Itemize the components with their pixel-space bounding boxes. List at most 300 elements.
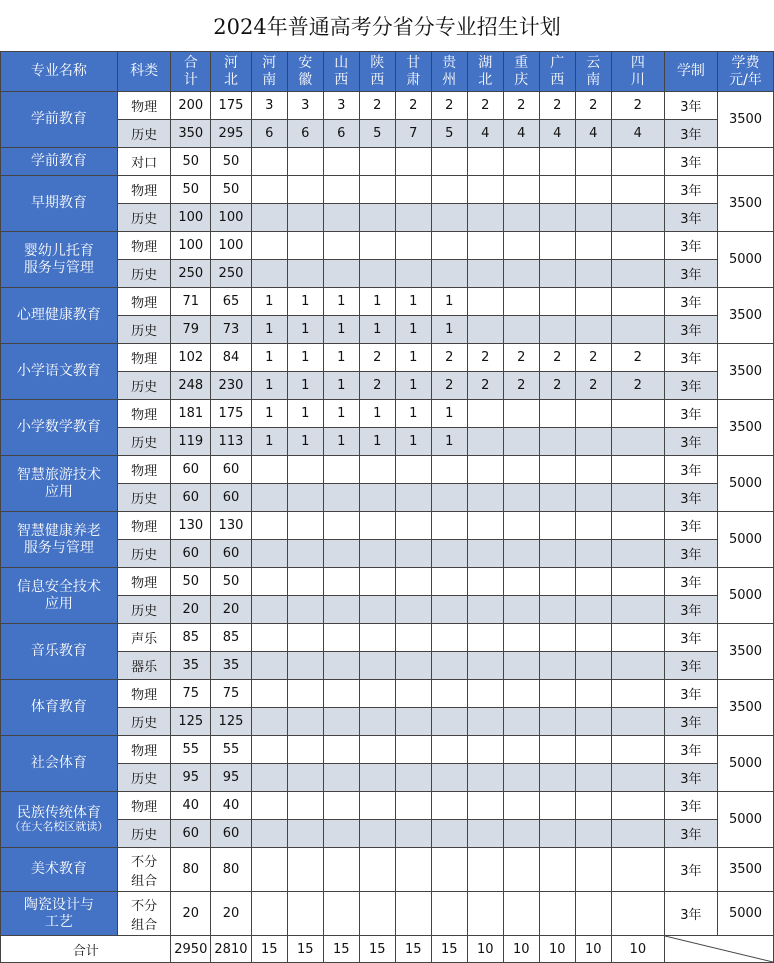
major-name: [1, 344, 118, 400]
count-cell: [395, 204, 431, 232]
table-row: [1, 148, 774, 176]
count-cell: [251, 456, 287, 484]
count-cell: [467, 764, 503, 792]
count-cell: [431, 512, 467, 540]
header-province: [251, 52, 287, 92]
subject-cell: [117, 540, 171, 568]
major-name-text: 应用: [44, 595, 73, 612]
fee-cell: 3500: [718, 624, 774, 680]
totals-value: 10: [503, 936, 539, 963]
count-cell: [611, 428, 664, 456]
count-cell: [467, 288, 503, 316]
count-cell: [503, 400, 539, 428]
subject-cell: [117, 92, 171, 120]
count-cell: [251, 232, 287, 260]
table-row: [1, 316, 774, 344]
count-cell: [323, 820, 359, 848]
subject-text: 不分: [131, 854, 158, 870]
count-cell: 2: [539, 92, 575, 120]
count-cell: [251, 540, 287, 568]
duration-cell: 3年: [664, 92, 717, 120]
count-cell: 113: [211, 428, 252, 456]
count-cell: [251, 260, 287, 288]
count-cell: [503, 260, 539, 288]
count-cell: [539, 736, 575, 764]
count-cell: [251, 820, 287, 848]
major-name: [1, 512, 118, 568]
count-cell: [539, 512, 575, 540]
header-province-text: 西: [550, 71, 565, 88]
subject-text: 物理: [131, 184, 158, 199]
totals-value: 15: [359, 936, 395, 963]
count-cell: [539, 400, 575, 428]
count-cell: 2: [467, 344, 503, 372]
totals-value: 10: [539, 936, 575, 963]
count-cell: 60: [211, 820, 252, 848]
count-cell: 60: [171, 820, 211, 848]
subject-text: 历史: [131, 492, 158, 507]
count-cell: 2: [575, 92, 611, 120]
subject-text: 物理: [131, 100, 158, 115]
count-cell: 20: [171, 892, 211, 936]
count-cell: 2: [503, 92, 539, 120]
subject-cell: [117, 176, 171, 204]
count-cell: 1: [323, 344, 359, 372]
header-province-text: 安: [298, 55, 313, 72]
count-cell: [575, 484, 611, 512]
count-cell: [431, 848, 467, 892]
count-cell: [395, 232, 431, 260]
fee-cell: 3500: [718, 288, 774, 344]
count-cell: 1: [323, 316, 359, 344]
count-cell: [431, 680, 467, 708]
count-cell: [503, 820, 539, 848]
duration-cell: 3年: [664, 792, 717, 820]
header-province-text: 河: [223, 55, 238, 72]
count-cell: [323, 540, 359, 568]
duration-cell: 3年: [664, 484, 717, 512]
count-cell: [539, 820, 575, 848]
count-cell: 7: [395, 120, 431, 148]
count-cell: [395, 568, 431, 596]
count-cell: [359, 568, 395, 596]
count-cell: [431, 652, 467, 680]
count-cell: [575, 204, 611, 232]
count-cell: 1: [323, 400, 359, 428]
major-name: [1, 148, 118, 176]
count-cell: [359, 260, 395, 288]
count-cell: [539, 484, 575, 512]
count-cell: [251, 568, 287, 596]
diagonal-line: [665, 936, 773, 962]
subject-cell: [117, 652, 171, 680]
count-cell: [611, 820, 664, 848]
count-cell: 100: [211, 232, 252, 260]
count-cell: [395, 596, 431, 624]
count-cell: 20: [171, 596, 211, 624]
count-cell: [395, 540, 431, 568]
count-cell: [575, 708, 611, 736]
count-cell: [323, 736, 359, 764]
fee-cell: 5000: [718, 512, 774, 568]
major-name-text: 婴幼儿托育: [23, 243, 94, 260]
header-province: [611, 52, 664, 92]
count-cell: [539, 892, 575, 936]
count-cell: [287, 792, 323, 820]
major-name-text: 信息安全技术: [16, 579, 101, 596]
count-cell: [359, 232, 395, 260]
count-cell: [539, 792, 575, 820]
duration-cell: 3年: [664, 456, 717, 484]
count-cell: [503, 288, 539, 316]
count-cell: [395, 176, 431, 204]
count-cell: [287, 596, 323, 624]
subject-text: 声乐: [131, 632, 158, 647]
count-cell: 50: [171, 176, 211, 204]
subject-text: 历史: [131, 716, 158, 731]
count-cell: [611, 512, 664, 540]
count-cell: [323, 484, 359, 512]
count-cell: [575, 848, 611, 892]
count-cell: [323, 176, 359, 204]
count-cell: [539, 148, 575, 176]
count-cell: [575, 764, 611, 792]
count-cell: 20: [211, 892, 252, 936]
count-cell: [503, 148, 539, 176]
count-cell: [539, 764, 575, 792]
count-cell: 85: [211, 624, 252, 652]
count-cell: [467, 316, 503, 344]
major-name-text: 民族传统体育: [16, 805, 101, 822]
header-fee-text: 学费: [731, 55, 760, 72]
major-name-text: 服务与管理: [23, 259, 94, 276]
count-cell: 295: [211, 120, 252, 148]
table-row: [1, 204, 774, 232]
count-cell: 1: [323, 288, 359, 316]
header-province: [467, 52, 503, 92]
count-cell: 35: [171, 652, 211, 680]
fee-cell: 3500: [718, 400, 774, 456]
count-cell: 1: [251, 344, 287, 372]
duration-cell: 3年: [664, 232, 717, 260]
duration-cell: 3年: [664, 848, 717, 892]
fee-cell: 5000: [718, 456, 774, 512]
count-cell: 119: [171, 428, 211, 456]
table-row: [1, 680, 774, 708]
count-cell: [467, 652, 503, 680]
count-cell: [467, 892, 503, 936]
count-cell: [467, 596, 503, 624]
subject-cell: [117, 764, 171, 792]
count-cell: [287, 512, 323, 540]
count-cell: 4: [611, 120, 664, 148]
major-name: [1, 232, 118, 288]
count-cell: 2: [503, 344, 539, 372]
count-cell: [359, 176, 395, 204]
header-province-text: 北: [223, 71, 238, 88]
count-cell: [611, 652, 664, 680]
count-cell: [611, 792, 664, 820]
count-cell: [575, 260, 611, 288]
subject-cell: [117, 428, 171, 456]
count-cell: [251, 652, 287, 680]
count-cell: [467, 624, 503, 652]
totals-value: 10: [575, 936, 611, 963]
count-cell: [251, 624, 287, 652]
header-province-text: 北: [478, 71, 493, 88]
count-cell: [287, 568, 323, 596]
count-cell: [395, 512, 431, 540]
duration-cell: 3年: [664, 344, 717, 372]
count-cell: [503, 892, 539, 936]
count-cell: [611, 484, 664, 512]
duration-cell: 3年: [664, 148, 717, 176]
count-cell: [431, 176, 467, 204]
count-cell: 1: [251, 428, 287, 456]
header-duration: 学制: [664, 52, 717, 92]
header-total-text: 计: [183, 71, 198, 88]
subject-cell: [117, 372, 171, 400]
subject-cell: [117, 892, 171, 936]
count-cell: 2: [431, 344, 467, 372]
table-row: [1, 372, 774, 400]
subject-cell: [117, 232, 171, 260]
major-name: [1, 736, 118, 792]
count-cell: [503, 624, 539, 652]
fee-cell: [718, 148, 774, 176]
count-cell: 102: [171, 344, 211, 372]
count-cell: [287, 484, 323, 512]
header-fee-text: 元/年: [729, 71, 762, 88]
count-cell: 1: [395, 400, 431, 428]
subject-cell: [117, 708, 171, 736]
count-cell: [395, 892, 431, 936]
count-cell: [359, 540, 395, 568]
count-cell: [251, 148, 287, 176]
count-cell: [539, 680, 575, 708]
subject-text: 物理: [131, 464, 158, 479]
count-cell: [431, 456, 467, 484]
count-cell: 55: [171, 736, 211, 764]
major-name-note: （在大名校区就读）: [9, 820, 109, 834]
fee-cell: 3500: [718, 92, 774, 148]
count-cell: [611, 736, 664, 764]
count-cell: [359, 764, 395, 792]
count-cell: [539, 596, 575, 624]
totals-label: 合计: [1, 936, 171, 963]
count-cell: 2: [431, 372, 467, 400]
count-cell: [503, 736, 539, 764]
count-cell: 250: [211, 260, 252, 288]
count-cell: [395, 456, 431, 484]
count-cell: 181: [171, 400, 211, 428]
count-cell: [611, 288, 664, 316]
count-cell: [575, 176, 611, 204]
fee-cell: 5000: [718, 568, 774, 624]
table-row: [1, 736, 774, 764]
count-cell: 35: [211, 652, 252, 680]
count-cell: [287, 176, 323, 204]
count-cell: [359, 484, 395, 512]
count-cell: [323, 568, 359, 596]
count-cell: 1: [359, 288, 395, 316]
subject-text: 历史: [131, 548, 158, 563]
header-province-text: 山: [334, 55, 349, 72]
count-cell: [251, 204, 287, 232]
count-cell: [287, 848, 323, 892]
count-cell: [575, 624, 611, 652]
duration-cell: 3年: [664, 596, 717, 624]
subject-cell: [117, 596, 171, 624]
table-row: [1, 176, 774, 204]
count-cell: [503, 316, 539, 344]
count-cell: [467, 260, 503, 288]
duration-cell: 3年: [664, 736, 717, 764]
count-cell: 1: [251, 400, 287, 428]
count-cell: [395, 680, 431, 708]
fee-cell: 5000: [718, 792, 774, 848]
count-cell: [359, 148, 395, 176]
count-cell: [539, 708, 575, 736]
major-name: [1, 456, 118, 512]
count-cell: [287, 680, 323, 708]
count-cell: 130: [211, 512, 252, 540]
count-cell: 2: [575, 372, 611, 400]
count-cell: [359, 708, 395, 736]
table-row: [1, 652, 774, 680]
header-province-text: 南: [586, 71, 601, 88]
count-cell: [287, 148, 323, 176]
count-cell: [611, 680, 664, 708]
count-cell: [611, 708, 664, 736]
count-cell: [323, 596, 359, 624]
fee-cell: 3500: [718, 176, 774, 232]
subject-text: 物理: [131, 520, 158, 535]
count-cell: [503, 708, 539, 736]
count-cell: [575, 512, 611, 540]
page-title: 2024年普通高考分省分专业招生计划: [213, 14, 561, 39]
count-cell: [539, 652, 575, 680]
duration-cell: 3年: [664, 120, 717, 148]
count-cell: 5: [431, 120, 467, 148]
subject-text: 历史: [131, 772, 158, 787]
count-cell: 125: [171, 708, 211, 736]
header-province-text: 云: [586, 55, 601, 72]
count-cell: [467, 680, 503, 708]
count-cell: 2: [467, 372, 503, 400]
major-name: [1, 176, 118, 232]
count-cell: [287, 260, 323, 288]
count-cell: 5: [359, 120, 395, 148]
count-cell: [503, 680, 539, 708]
count-cell: [431, 232, 467, 260]
duration-cell: 3年: [664, 652, 717, 680]
count-cell: [575, 288, 611, 316]
count-cell: 60: [171, 484, 211, 512]
subject-text: 历史: [131, 268, 158, 283]
header-province-text: 肃: [406, 71, 421, 88]
subject-text: 器乐: [131, 660, 158, 675]
count-cell: [323, 652, 359, 680]
count-cell: [287, 652, 323, 680]
count-cell: [395, 848, 431, 892]
header-province: [287, 52, 323, 92]
count-cell: [287, 540, 323, 568]
totals-row: [1, 936, 774, 963]
subject-cell: [117, 680, 171, 708]
count-cell: 248: [171, 372, 211, 400]
count-cell: [251, 680, 287, 708]
count-cell: [359, 456, 395, 484]
count-cell: [611, 400, 664, 428]
count-cell: [503, 428, 539, 456]
table-row: [1, 820, 774, 848]
count-cell: 200: [171, 92, 211, 120]
subject-cell: [117, 484, 171, 512]
count-cell: 60: [171, 456, 211, 484]
count-cell: [611, 456, 664, 484]
count-cell: [575, 820, 611, 848]
subject-cell: [117, 848, 171, 892]
count-cell: [323, 892, 359, 936]
table-row: [1, 428, 774, 456]
count-cell: 75: [171, 680, 211, 708]
count-cell: [611, 848, 664, 892]
table-row: [1, 344, 774, 372]
subject-cell: [117, 792, 171, 820]
count-cell: 20: [211, 596, 252, 624]
count-cell: [611, 624, 664, 652]
count-cell: 1: [323, 428, 359, 456]
count-cell: 1: [431, 428, 467, 456]
count-cell: 50: [211, 568, 252, 596]
table-row: [1, 288, 774, 316]
duration-cell: 3年: [664, 428, 717, 456]
header-province: [211, 52, 252, 92]
count-cell: 1: [287, 288, 323, 316]
table-row: [1, 848, 774, 892]
totals-value: 15: [395, 936, 431, 963]
fee-cell: 5000: [718, 736, 774, 792]
count-cell: [467, 204, 503, 232]
count-cell: [431, 596, 467, 624]
count-cell: 4: [467, 120, 503, 148]
count-cell: 1: [287, 372, 323, 400]
count-cell: [431, 708, 467, 736]
count-cell: 1: [431, 400, 467, 428]
subject-cell: [117, 624, 171, 652]
header-province: [359, 52, 395, 92]
count-cell: [431, 568, 467, 596]
count-cell: [503, 540, 539, 568]
count-cell: [359, 820, 395, 848]
totals-value: 15: [251, 936, 287, 963]
count-cell: 2: [503, 372, 539, 400]
count-cell: [431, 764, 467, 792]
header-province-text: 四: [630, 55, 645, 72]
count-cell: [251, 596, 287, 624]
count-cell: [431, 736, 467, 764]
count-cell: 6: [323, 120, 359, 148]
count-cell: 1: [359, 428, 395, 456]
table-row: [1, 540, 774, 568]
count-cell: [287, 764, 323, 792]
count-cell: [359, 892, 395, 936]
count-cell: [539, 624, 575, 652]
count-cell: [287, 624, 323, 652]
count-cell: [503, 568, 539, 596]
major-name: [1, 848, 118, 892]
